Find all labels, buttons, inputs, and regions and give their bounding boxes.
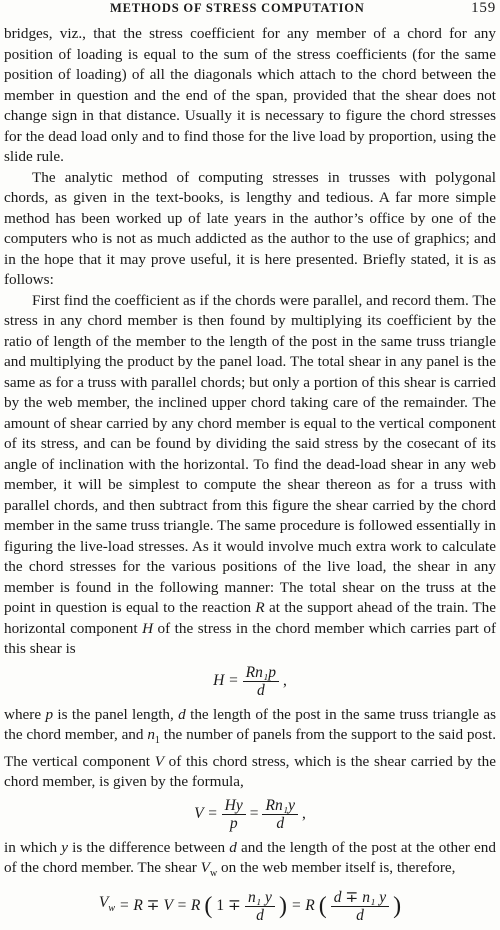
paragraph-5-text-a: in which <box>4 838 62 856</box>
paragraph-4-text-a: where <box>4 705 46 723</box>
equation-1 <box>4 664 496 699</box>
paragraph-5-text-c: and the length of the post at the other end of the chord member. The shear <box>4 838 496 877</box>
eq3-numerator-1: n₁ y <box>245 889 275 907</box>
eq3-close-paren-1: ) <box>278 893 287 920</box>
eq2-denominator-2: d <box>276 814 285 832</box>
paragraph-4-text-e: the number of panels from the support to the said post. The vertical component <box>4 726 497 770</box>
eq2-numerator-1: Hy <box>222 797 246 815</box>
paragraph-4 <box>4 705 496 793</box>
page-number: 159 <box>471 0 496 16</box>
eq1-fraction <box>243 664 279 699</box>
eq3-lhs-subscript: w <box>108 902 115 914</box>
running-title: METHODS OF STRESS COMPUTATION <box>110 1 365 15</box>
eq2-tail: , <box>301 804 306 822</box>
symbol-H: H <box>142 619 154 637</box>
eq3-part-1: = R ∓ V = R <box>119 896 201 914</box>
paragraph-4-text-c: the length of the post in the same truss triangle as the chord member, and <box>4 705 496 743</box>
paragraph-4-text-b: is the panel length, <box>53 705 179 723</box>
symbol-p: p <box>45 705 54 723</box>
eq3-denominator-2: d <box>356 906 364 924</box>
eq3-lhs <box>99 893 115 920</box>
paragraph-4-text-f: of this chord stress, which is the shear carried by the chord member, is given by the formula, <box>4 752 496 791</box>
paragraph-1: bridges, viz., that the stress coefficient for any member of a chord for any position of loading is equal to the sum of the stress coefficients (for the same position of loading) of all the diagonals which attach to the chord between the member in question and the end of the span, provided that the shear does not change sign in that distance. Usually it is necessary to figure the chord stresses for the dead load only and to find those for the live load by proportion, using the slide rule. <box>4 25 496 165</box>
eq1-numerator: Rn₁p <box>243 664 279 682</box>
eq3-fraction-1 <box>245 889 275 924</box>
eq3-one: 1 ∓ <box>216 896 242 914</box>
eq2-fraction-1 <box>222 797 246 832</box>
paragraph-3-text-a: First find the coefficient as if the chords were parallel, and record them. The stress in any chord member is then found by multiplying its coefficient by the ratio of length of the member to the length of the post in the same truss triangle and multiplying the product by the panel load. The total shear in any panel is the same as for a truss with parallel chords; but only a portion of this shear is carried by the web member, the inclined upper chord taking care of the remainder. The amount of shear carried by any chord member is equal to the vertical component of its stress, and can be found by dividing the said stress by the cosecant of its angle of inclination with the horizontal. To find the dead-load shear in any web member, it will be simplest to compute the shear thereon as for a truss with parallel chords, and then subtract from this figure the shear carried by the chord member in the same truss triangle. The same procedure is followed essentially in figuring the live-load stresses. As it would involve much extra work to calculate the chord stresses for the various positions of the live load, the shear in any member is found in the following manner: The total shear on the truss at the point in question is equal to the reaction <box>4 291 496 616</box>
eq3-part-2: = R <box>290 896 315 914</box>
symbol-d-2: d <box>229 838 237 856</box>
eq1-denominator: d <box>256 681 265 699</box>
eq1-tail: , <box>283 671 287 689</box>
symbol-d: d <box>178 705 186 723</box>
paragraph-3-text-b: at the support ahead of the train. The horizontal component <box>4 599 496 637</box>
running-header <box>0 0 500 20</box>
symbol-V-w-subscript: w <box>209 868 218 880</box>
eq3-open-paren-2: ( <box>318 893 327 920</box>
symbol-y: y <box>61 838 68 856</box>
eq1-lhs: H = <box>213 671 239 689</box>
symbol-n-subscript: 1 <box>154 735 160 747</box>
paragraph-5-text-b: is the difference between <box>67 838 230 856</box>
eq3-fraction-2 <box>331 889 389 924</box>
symbol-n: n <box>147 726 155 743</box>
symbol-V: V <box>154 752 164 770</box>
eq2-numerator-2: Rn₁y <box>262 797 298 815</box>
eq2-fraction-2 <box>262 797 298 832</box>
eq2-equals: = <box>249 804 259 822</box>
eq2-denominator-1: p <box>229 814 238 832</box>
equation-2 <box>4 797 496 832</box>
eq3-open-paren-1: ( <box>204 893 213 920</box>
paragraph-3 <box>4 291 496 660</box>
eq2-lhs: V = <box>194 804 218 822</box>
eq3-lhs-symbol: V <box>98 893 109 911</box>
symbol-R: R <box>255 599 265 616</box>
eq3-denominator-1: d <box>256 906 264 924</box>
paragraph-2: The analytic method of computing stresses in trusses with polygonal chords, as given in the text-books, is lengthy and tedious. A far more simple method has been worked up of late years in the author’s office by one of the computers who is not as much addicted as the author to the use of graphics; and in the hope that it may prove useful, it is here presented. Briefly stated, it is as follows: <box>4 168 496 288</box>
equation-3 <box>4 889 496 924</box>
paragraph-5-text-e: on the web member itself is, therefore, <box>217 859 456 877</box>
symbol-V-w: V <box>200 859 210 877</box>
eq3-close-paren-2: ) <box>393 893 402 920</box>
paragraph-5 <box>4 838 496 885</box>
page-body <box>4 24 496 930</box>
paragraph-3-text-c: of the stress in the chord member which carries part of this shear is <box>4 619 497 657</box>
eq3-numerator-2: d ∓ n₁ y <box>331 889 389 907</box>
